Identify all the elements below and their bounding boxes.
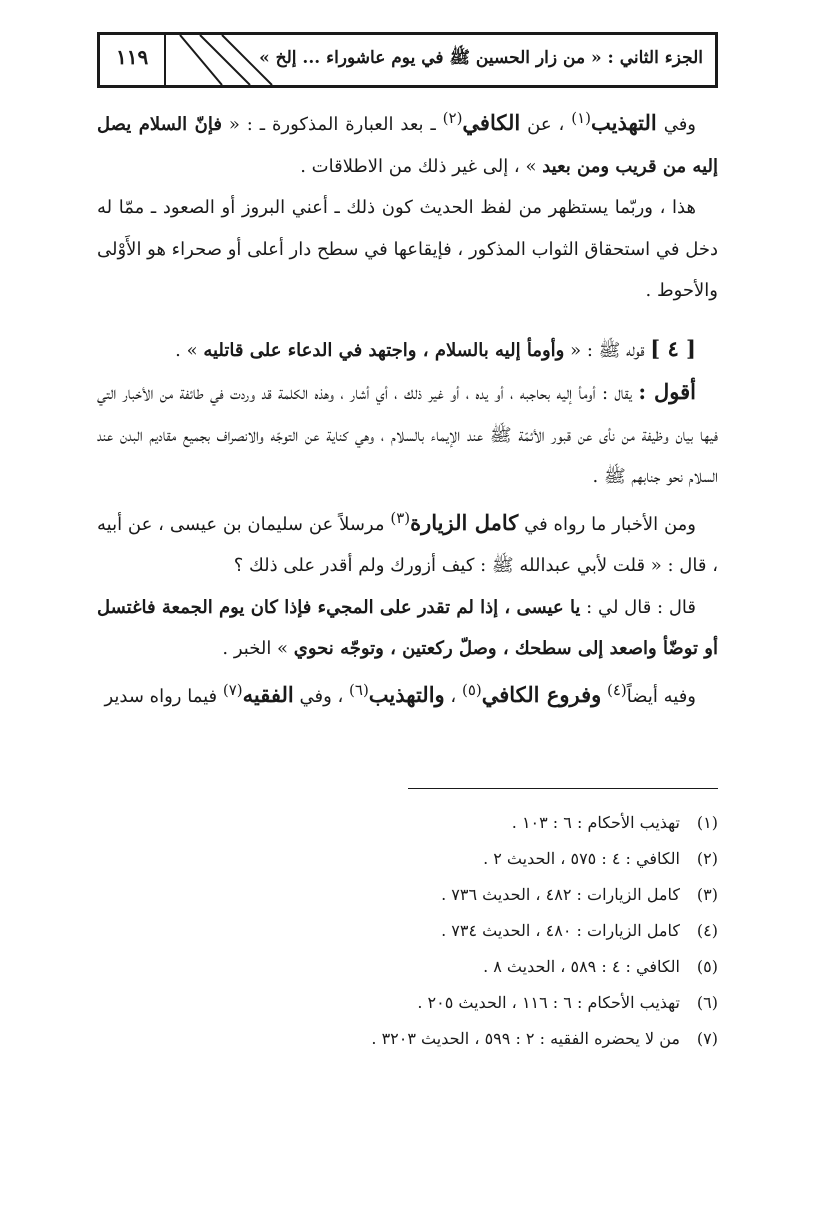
footnote-2: (٢)الكافي : ٤ : ٥٧٥ ، الحديث ٢ . [483,849,718,868]
page-number: ١١٩ [116,45,149,69]
paragraph-1: وفي التهذيب$^{(١)}$ ، عن الكافي$^{(٢)}$ ـ بعد العبارة المذكورة ـ : « فإنّ السلام يصل إليه من قريب ومن بعيد » ، إلى غير ذلك من الاطلاقات . [97,109,718,177]
footnote-1: (١)تهذيب الأحكام : ٦ : ١٠٣ . [511,813,718,832]
running-header [97,32,718,88]
paragraph-6: قال : قال لي : يا عيسى ، إذا لم تقدر على المجيء فإذا كان يوم الجمعة فاغتسل أو توضّأ واصعد إلى سطحك ، وصلّ ركعتين ، وتوجّه نحوي » الخبر . [96,596,718,659]
paragraph-7: وفيه أيضاً$^{(٤)}$ وفروع الكافي$^{(٥)}$ ، والتهذيب$^{(٦)}$ ، وفي الفقيه$^{(٧)}$ فيما رواه سدير [104,680,696,707]
footnote-separator [408,788,718,789]
paragraph-3: [ ٤ ] قوله ﷺ : « وأومأ إليه بالسلام ، واجتهد في الدعاء على قاتليه » . [175,335,696,361]
footnote-7: (٧)من لا يحضره الفقيه : ٢ : ٥٩٩ ، الحديث ٣٢٠٣ . [371,1029,718,1048]
paragraph-5: ومن الأخبار ما رواه في كامل الزيارة$^{(٣)}$ مرسلاً عن سليمان بن عيسى ، عن أبيه ، قال : « قلت لأبي عبدالله ﷺ : كيف أزورك ولم أقدر على ذلك ؟ [97,508,718,576]
footnotes [97,805,718,1057]
paragraph-4: أقول : يقال : أومأ إليه بحاجبه ، أو يده ، أو غير ذلك ، أي أشار ، وهذه الكلمة قد وردت في طائفة من الأخبار التي فيها بيان وظيفة من نأى عن قبور الأئمّة ﷺ عند الإيماء بالسلام ، وهي كناية عن التوجّه والانصراف بجميع مقاديم البدن عند السلام نحو جنابهم ﷺ . [97,379,718,487]
running-title: الجزء الثاني : « من زار الحسين ﷺ في يوم عاشوراء ... إلخ » [259,48,703,68]
footnote-6: (٦)تهذيب الأحكام : ٦ : ١١٦ ، الحديث ٢٠٥ . [417,993,718,1012]
main-text [97,98,718,717]
footnote-3: (٣)كامل الزيارات : ٤٨٢ ، الحديث ٧٣٦ . [441,885,718,904]
footnote-5: (٥)الكافي : ٤ : ٥٨٩ ، الحديث ٨ . [483,957,718,976]
footnote-4: (٤)كامل الزيارات : ٤٨٠ ، الحديث ٧٣٤ . [441,921,718,940]
paragraph-2: هذا ، وربّما يستظهر من لفظ الحديث كون ذلك ـ أعني البروز أو الصعود ـ ممّا له دخل في استحقاق الثواب المذكور ، فإيقاعها في سطح دار أعلى أو صحراء هو الأَوْلى والأحوط . [97,197,718,301]
